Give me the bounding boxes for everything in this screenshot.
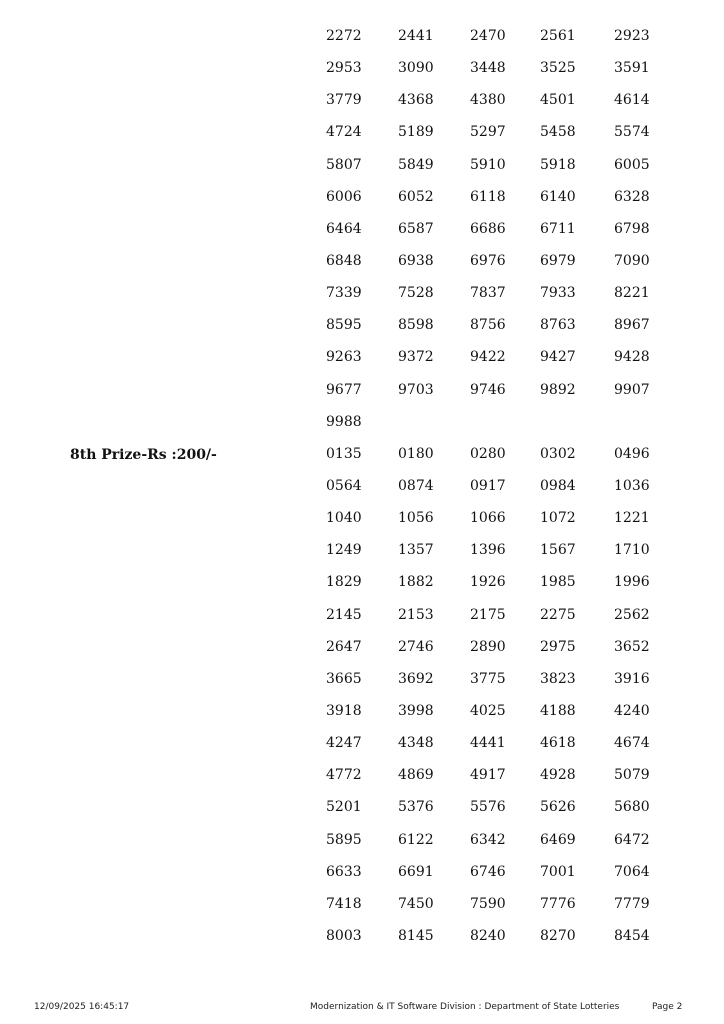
ticket-number: 3918 <box>326 702 362 719</box>
ticket-number: 2561 <box>540 28 576 44</box>
table-row <box>326 58 686 90</box>
table-row <box>326 90 686 122</box>
ticket-number: 6711 <box>540 220 576 237</box>
ticket-number: 3998 <box>398 702 434 719</box>
ticket-number: 1040 <box>326 510 362 527</box>
ticket-number: 1396 <box>470 542 506 559</box>
table-row <box>326 830 686 862</box>
table-row <box>326 476 686 508</box>
table-row <box>326 315 686 347</box>
ticket-number: 8595 <box>326 317 362 334</box>
ticket-number: 3775 <box>470 670 506 687</box>
ticket-number: 7001 <box>540 863 576 880</box>
ticket-number: 6052 <box>398 188 434 205</box>
ticket-number: 0302 <box>540 445 576 462</box>
table-row <box>326 572 686 604</box>
ticket-number: 7064 <box>614 863 650 880</box>
ticket-number: 4772 <box>326 767 362 784</box>
ticket-number: 4368 <box>398 92 434 109</box>
ticket-number: 3779 <box>326 92 362 109</box>
ticket-number: 5680 <box>614 799 650 816</box>
ticket-number: 3665 <box>326 670 362 687</box>
ticket-number: 5918 <box>540 156 576 173</box>
ticket-number: 4441 <box>470 735 506 752</box>
table-row <box>326 219 686 251</box>
ticket-number: 5576 <box>470 799 506 816</box>
ticket-number: 2441 <box>398 28 434 44</box>
table-row <box>326 347 686 379</box>
ticket-number: 6469 <box>540 831 576 848</box>
ticket-number: 9907 <box>614 381 650 398</box>
ticket-number: 4240 <box>614 702 650 719</box>
ticket-number: 7090 <box>614 252 650 269</box>
ticket-number: 3652 <box>614 638 650 655</box>
ticket-number: 0564 <box>326 477 362 494</box>
ticket-number: 5910 <box>470 156 506 173</box>
ticket-number: 6140 <box>540 188 576 205</box>
table-row <box>326 26 686 58</box>
table-row <box>326 894 686 926</box>
ticket-number: 8756 <box>470 317 506 334</box>
table-row <box>326 733 686 765</box>
table-row <box>326 669 686 701</box>
ticket-number: 8145 <box>398 927 434 944</box>
ticket-number: 5376 <box>398 799 434 816</box>
ticket-number: 6938 <box>398 252 434 269</box>
table-row <box>326 637 686 669</box>
ticket-number: 9422 <box>470 349 506 366</box>
table-row <box>326 444 686 476</box>
ticket-number: 0180 <box>398 445 434 462</box>
ticket-number: 5574 <box>614 124 650 141</box>
table-row <box>326 701 686 733</box>
table-row <box>326 926 686 958</box>
ticket-number: 4928 <box>540 767 576 784</box>
ticket-number: 6633 <box>326 863 362 880</box>
ticket-number: 9263 <box>326 349 362 366</box>
ticket-number: 6979 <box>540 252 576 269</box>
ticket-number: 6342 <box>470 831 506 848</box>
ticket-number: 1249 <box>326 542 362 559</box>
ticket-number: 2175 <box>470 606 506 623</box>
ticket-number: 6464 <box>326 220 362 237</box>
ticket-number: 2647 <box>326 638 362 655</box>
ticket-number: 8221 <box>614 285 650 302</box>
ticket-number: 7450 <box>398 895 434 912</box>
ticket-number: 5201 <box>326 799 362 816</box>
ticket-number: 6848 <box>326 252 362 269</box>
ticket-number: 9988 <box>326 413 362 430</box>
table-row <box>326 412 686 444</box>
ticket-number: 2953 <box>326 60 362 77</box>
ticket-number: 4618 <box>540 735 576 752</box>
ticket-number: 2145 <box>326 606 362 623</box>
ticket-number: 4724 <box>326 124 362 141</box>
ticket-number: 0496 <box>614 445 650 462</box>
ticket-number: 5895 <box>326 831 362 848</box>
ticket-number: 8454 <box>614 927 650 944</box>
ticket-number: 1357 <box>398 542 434 559</box>
ticket-number: 3090 <box>398 60 434 77</box>
ticket-number: 6587 <box>398 220 434 237</box>
ticket-number: 1996 <box>614 574 650 591</box>
ticket-number: 9677 <box>326 381 362 398</box>
ticket-number: 3591 <box>614 60 650 77</box>
ticket-number: 2272 <box>326 28 362 44</box>
ticket-number: 6746 <box>470 863 506 880</box>
table-row <box>326 862 686 894</box>
ticket-number: 5458 <box>540 124 576 141</box>
ticket-number: 2470 <box>470 28 506 44</box>
ticket-number: 4188 <box>540 702 576 719</box>
ticket-number: 0280 <box>470 445 506 462</box>
table-row <box>326 797 686 829</box>
ticket-number: 9428 <box>614 349 650 366</box>
ticket-number: 4869 <box>398 767 434 784</box>
ticket-number: 7837 <box>470 285 506 302</box>
ticket-number: 8240 <box>470 927 506 944</box>
ticket-number: 6798 <box>614 220 650 237</box>
ticket-number: 4674 <box>614 735 650 752</box>
page-footer <box>0 999 724 1015</box>
ticket-number: 3525 <box>540 60 576 77</box>
winning-numbers-grid <box>326 26 686 958</box>
ticket-number: 1829 <box>326 574 362 591</box>
ticket-number: 5297 <box>470 124 506 141</box>
ticket-number: 2975 <box>540 638 576 655</box>
ticket-number: 5626 <box>540 799 576 816</box>
ticket-number: 1710 <box>614 542 650 559</box>
ticket-number: 0917 <box>470 477 506 494</box>
ticket-number: 5807 <box>326 156 362 173</box>
ticket-number: 5079 <box>614 767 650 784</box>
footer-division: Modernization & IT Software Division : Department of State Lotteries <box>310 1002 620 1012</box>
ticket-number: 3448 <box>470 60 506 77</box>
ticket-number: 4025 <box>470 702 506 719</box>
ticket-number: 7418 <box>326 895 362 912</box>
table-row <box>326 765 686 797</box>
ticket-number: 7339 <box>326 285 362 302</box>
ticket-number: 6122 <box>398 831 434 848</box>
table-row <box>326 508 686 540</box>
ticket-number: 9372 <box>398 349 434 366</box>
ticket-number: 5189 <box>398 124 434 141</box>
ticket-number: 3916 <box>614 670 650 687</box>
ticket-number: 6005 <box>614 156 650 173</box>
ticket-number: 7528 <box>398 285 434 302</box>
ticket-number: 1985 <box>540 574 576 591</box>
ticket-number: 7590 <box>470 895 506 912</box>
ticket-number: 6691 <box>398 863 434 880</box>
ticket-number: 1567 <box>540 542 576 559</box>
ticket-number: 4348 <box>398 735 434 752</box>
ticket-number: 4501 <box>540 92 576 109</box>
table-row <box>326 251 686 283</box>
ticket-number: 7933 <box>540 285 576 302</box>
table-row <box>326 380 686 412</box>
footer-datetime: 12/09/2025 16:45:17 <box>34 1002 130 1012</box>
ticket-number: 4380 <box>470 92 506 109</box>
ticket-number: 4247 <box>326 735 362 752</box>
ticket-number: 2746 <box>398 638 434 655</box>
ticket-number: 2275 <box>540 606 576 623</box>
ticket-number: 8270 <box>540 927 576 944</box>
table-row <box>326 122 686 154</box>
ticket-number: 2890 <box>470 638 506 655</box>
ticket-number: 9892 <box>540 381 576 398</box>
table-row <box>326 540 686 572</box>
ticket-number: 1066 <box>470 510 506 527</box>
ticket-number: 6472 <box>614 831 650 848</box>
ticket-number: 6976 <box>470 252 506 269</box>
footer-page-number: Page 2 <box>652 1002 683 1012</box>
ticket-number: 4917 <box>470 767 506 784</box>
prize-label-8th: 8th Prize-Rs :200/- <box>70 447 217 463</box>
ticket-number: 2923 <box>614 28 650 44</box>
table-row <box>326 605 686 637</box>
ticket-number: 6686 <box>470 220 506 237</box>
ticket-number: 8763 <box>540 317 576 334</box>
ticket-number: 6118 <box>470 188 506 205</box>
ticket-number: 1221 <box>614 510 650 527</box>
ticket-number: 8003 <box>326 927 362 944</box>
ticket-number: 6006 <box>326 188 362 205</box>
ticket-number: 0984 <box>540 477 576 494</box>
ticket-number: 0874 <box>398 477 434 494</box>
ticket-number: 3823 <box>540 670 576 687</box>
ticket-number: 6328 <box>614 188 650 205</box>
table-row <box>326 283 686 315</box>
ticket-number: 7779 <box>614 895 650 912</box>
ticket-number: 1072 <box>540 510 576 527</box>
ticket-number: 1926 <box>470 574 506 591</box>
ticket-number: 9427 <box>540 349 576 366</box>
ticket-number: 8967 <box>614 317 650 334</box>
table-row <box>326 155 686 187</box>
ticket-number: 1036 <box>614 477 650 494</box>
ticket-number: 9746 <box>470 381 506 398</box>
ticket-number: 1882 <box>398 574 434 591</box>
ticket-number: 8598 <box>398 317 434 334</box>
ticket-number: 4614 <box>614 92 650 109</box>
ticket-number: 3692 <box>398 670 434 687</box>
ticket-number: 0135 <box>326 445 362 462</box>
ticket-number: 2153 <box>398 606 434 623</box>
ticket-number: 5849 <box>398 156 434 173</box>
ticket-number: 9703 <box>398 381 434 398</box>
table-row <box>326 187 686 219</box>
ticket-number: 2562 <box>614 606 650 623</box>
ticket-number: 7776 <box>540 895 576 912</box>
ticket-number: 1056 <box>398 510 434 527</box>
